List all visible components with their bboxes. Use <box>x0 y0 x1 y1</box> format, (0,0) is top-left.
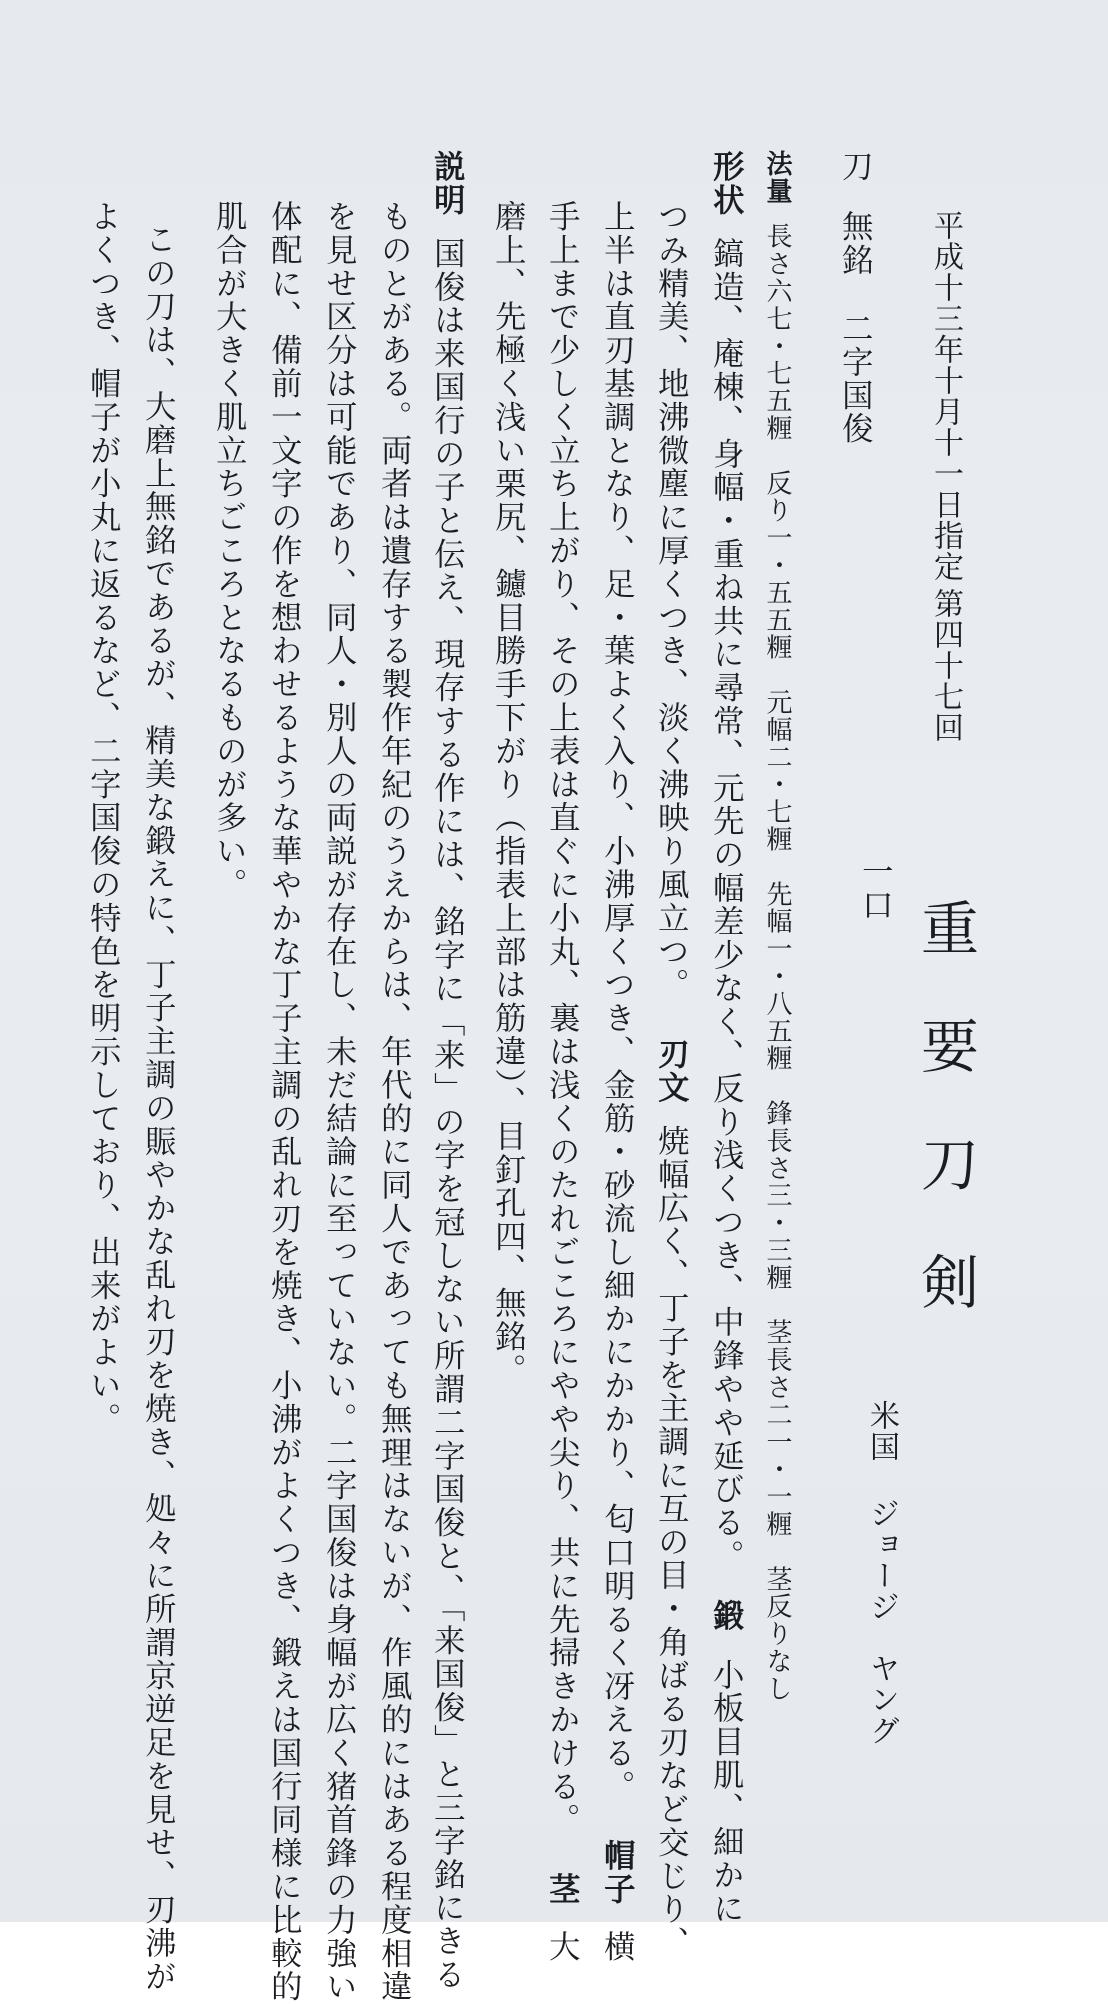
explanation-line-6: この刀は、大磨上無銘であるが、精美な鍛えに、丁子主調の賑やかな乱れ刃を焼き、処々に所謂京逆足を見せ、刃沸が <box>139 223 176 1994</box>
forging-text-2: つみ精美、地沸微塵に厚くつき、淡く沸映り風立つ。 <box>652 200 689 1002</box>
item-count: 一口 <box>856 855 893 922</box>
boshi-text-2: 手上まで少しく立ち上がり、その上表は直ぐに小丸、裏は浅くのたれごころにやや尖り、共に先掃きかける。 <box>543 200 580 1837</box>
hamon-label: 刃文 <box>652 1037 689 1105</box>
explanation-label: 説明 <box>428 150 465 217</box>
shape-label: 形状 <box>707 150 744 217</box>
measurements-line <box>764 150 790 1702</box>
item-signature: 無銘 <box>836 210 873 277</box>
nakago-label: 茎 <box>543 1872 580 1907</box>
explanation-line-5: 肌合が大きく肌立ちごころとなるものが多い。 <box>210 200 247 902</box>
nakago-text-1: 大 <box>543 1930 580 1964</box>
session-number: 第四十七回 <box>928 588 963 743</box>
owner-name: ジョージ ヤング <box>864 1498 899 1746</box>
features-line-2 <box>652 200 689 1960</box>
nakago-text-2: 磨上、先極く浅い栗尻、鑢目勝手下がり（指表上部は筋違）、目釘孔四、無銘。 <box>489 200 526 1387</box>
forging-label: 鍛 <box>707 1598 744 1633</box>
explanation-text-1: 国俊は来国行の子と伝え、現存する作には、銘字に「来」の字を冠しない所謂二字国俊と、「来国俊」と三字銘にきる <box>428 236 465 1992</box>
measurements-label: 法量 <box>762 150 792 205</box>
item-attribution: 二字国俊 <box>836 312 873 446</box>
shape-text: 鎬造、庵棟、身幅・重ね共に尋常、元先の幅差少なく、反り浅くつき、中鋒やや延びる。 <box>707 236 744 1573</box>
owner-country: 米国 <box>864 1400 899 1462</box>
features-line-5 <box>489 200 526 1387</box>
forging-text-1: 小板目肌、細かに <box>707 1658 744 1926</box>
boshi-text-1: 横 <box>598 1930 635 1964</box>
hamon-text-1: 焼幅広く、丁子を主調に互の目・角ばる刃など交じり、 <box>652 1124 689 1960</box>
explanation-line-3: を見せ区分は可能であり、同人・別人の両説が存在し、未だ結論に至っていない。二字国俊は身幅が広く猪首鋒の力強い <box>320 200 357 2004</box>
item-type: 刀 <box>836 150 873 184</box>
features-line-3 <box>598 200 635 1964</box>
explanation-line-7: よくつき、帽子が小丸に返るなど、二字国俊の特色を明示しており、出来がよい。 <box>84 200 121 1436</box>
explanation-line-2: ものとがある。両者は遺存する製作年紀のうえからは、年代的に同人であっても無理はないが、作風的にはある程度相違 <box>375 200 412 2004</box>
features-line-1 <box>707 150 744 1926</box>
explanation-line-1 <box>428 150 465 1992</box>
measurements-text: 長さ六七・七五糎 反り一・五五糎 元幅二・七糎 先幅一・八五糎 鋒長さ三・三糎 茎長さ二一・一糎 茎反りなし <box>762 222 792 1703</box>
features-line-4 <box>543 200 580 1964</box>
explanation-line-4: 体配に、備前一文字の作を想わせるような華やかな丁子主調の乱れ刃を焼き、小沸がよくつき、鍛えは国行同様に比較的 <box>265 200 302 2004</box>
hamon-text-2: 上半は直刃基調となり、足・葉よく入り、小沸厚くつき、金筋・砂流し細かにかかり、匂口明るく冴える。 <box>598 200 635 1804</box>
designation-date: 平成十三年十月十一日指定 <box>928 210 963 582</box>
boshi-label: 帽子 <box>598 1839 635 1907</box>
page-title: 重要刀剣 <box>911 898 979 1370</box>
